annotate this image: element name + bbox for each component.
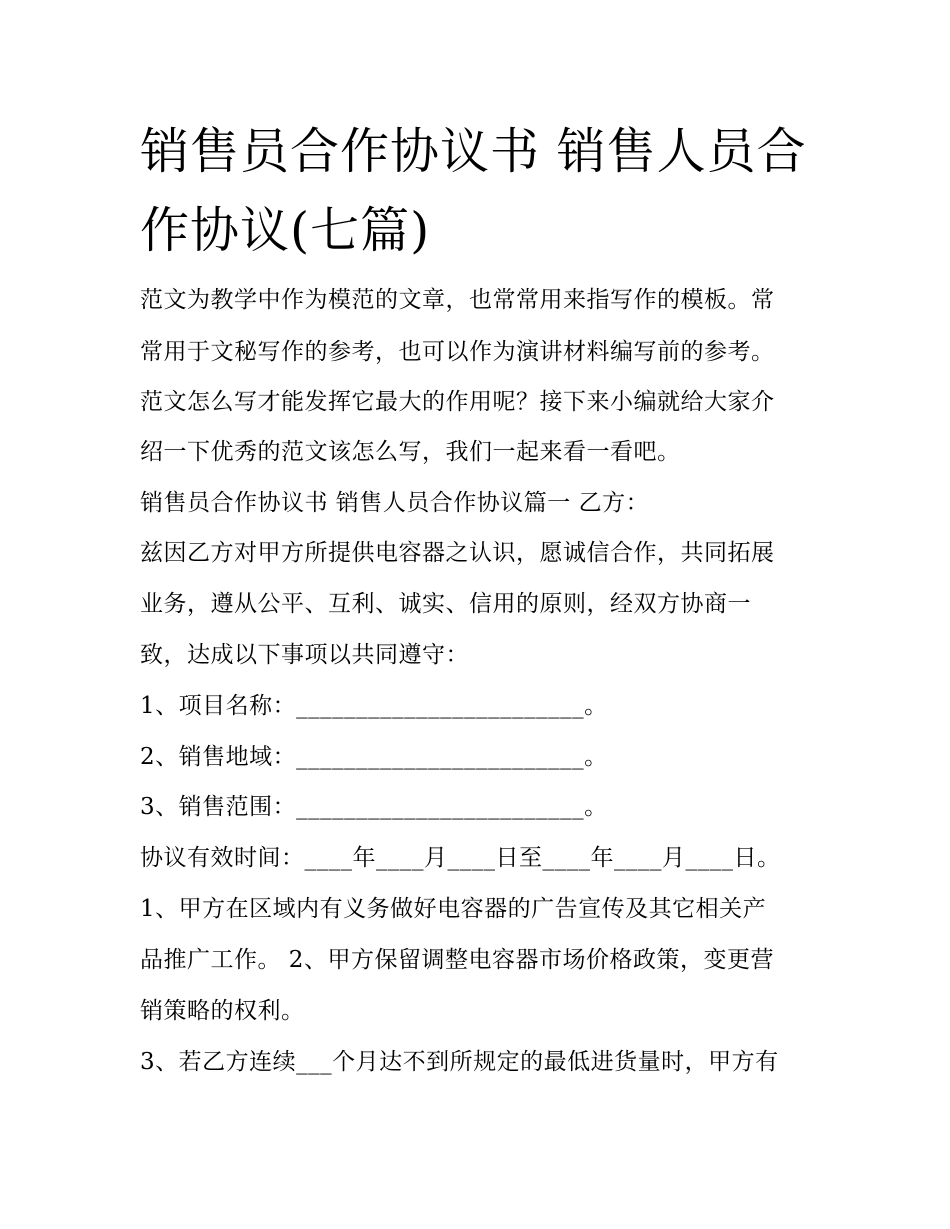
body-line-2: 常用于文秘写作的参考，也可以作为演讲材料编写前的参考。 — [140, 339, 775, 365]
body-line-3: 范文怎么写才能发挥它最大的作用呢？接下来小编就给大家介 — [140, 389, 775, 415]
document-title — [140, 112, 830, 270]
project-name-line: 1、项目名称：________________________。 — [140, 693, 608, 719]
title-line-1: 销售员合作协议书 销售人员合 — [140, 123, 807, 180]
body-line-4: 绍一下优秀的范文该怎么写，我们一起来看一看吧。 — [140, 439, 681, 465]
body-line-1: 范文为教学中作为模范的文章，也常常用来指写作的模板。常 — [140, 287, 775, 313]
validity-period-line: 协议有效时间：____年____月____日至____年____月____日。 — [140, 845, 781, 871]
clause-line-4: 3、若乙方连续___个月达不到所规定的最低进货量时，甲方有 — [140, 1049, 779, 1075]
section-heading-line: 销售员合作协议书 销售人员合作协议篇一 乙方： — [140, 490, 650, 516]
body-line-6: 兹因乙方对甲方所提供电容器之认识，愿诚信合作，共同拓展 — [140, 540, 775, 566]
sales-scope-line: 3、销售范围：________________________。 — [140, 794, 608, 820]
body-line-7: 业务，遵从公平、互利、诚实、信用的原则，经双方协商一 — [140, 591, 751, 617]
clause-line-1: 1、甲方在区域内有义务做好电容器的广告宣传及其它相关产 — [140, 896, 767, 922]
clause-line-3: 销策略的权利。 — [140, 998, 305, 1024]
clause-line-2: 品推广工作。 2、甲方保留调整电容器市场价格政策，变更营 — [140, 947, 774, 973]
body-line-8: 致，达成以下事项以共同遵守： — [140, 642, 469, 668]
title-line-2: 作协议(七篇) — [140, 202, 431, 259]
sales-region-line: 2、销售地域：________________________。 — [140, 744, 608, 770]
